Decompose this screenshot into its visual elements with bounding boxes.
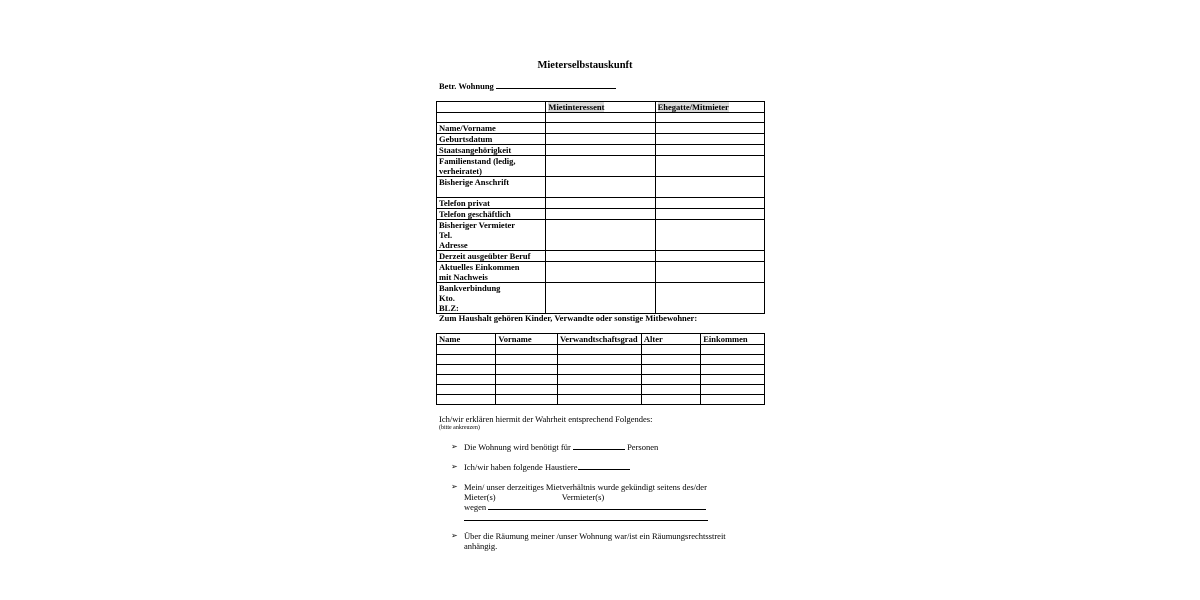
table-row bbox=[437, 385, 765, 395]
row-label-nationality: Staatsangehörigkeit bbox=[437, 145, 546, 156]
household-section-title: Zum Haushalt gehören Kinder, Verwandte oder sonstige Mitbewohner: bbox=[439, 313, 698, 323]
cell-spouse[interactable] bbox=[655, 123, 764, 134]
reason-blank[interactable] bbox=[488, 509, 706, 510]
table-row bbox=[437, 345, 765, 355]
arrow-bullet-icon: ➢ bbox=[451, 531, 458, 540]
row-label-bank: Bankverbindung Kto. BLZ: bbox=[437, 283, 546, 314]
row-label-phone-business: Telefon geschäftlich bbox=[437, 209, 546, 220]
row-label-name: Name/Vorname bbox=[437, 123, 546, 134]
cell-applicant[interactable] bbox=[546, 123, 655, 134]
arrow-bullet-icon: ➢ bbox=[451, 482, 458, 491]
header-spouse: Ehegatte/Mitmieter bbox=[657, 102, 729, 112]
col-firstname: Vorname bbox=[496, 334, 558, 345]
applicant-table bbox=[436, 101, 765, 314]
header-applicant: Mietinteressent bbox=[548, 102, 605, 112]
col-relationship: Verwandtschaftsgrad bbox=[557, 334, 641, 345]
table-row bbox=[437, 395, 765, 405]
apartment-label: Betr. Wohnung bbox=[439, 81, 494, 91]
page-title: Mieterselbstauskunft bbox=[537, 60, 633, 71]
row-label-occupation: Derzeit ausgeübter Beruf bbox=[437, 251, 546, 262]
header-empty bbox=[437, 102, 546, 113]
col-income: Einkommen bbox=[701, 334, 765, 345]
declaration-text: Ich/wir erklären hiermit der Wahrheit entsprechend Folgendes: bbox=[439, 414, 653, 424]
col-age: Alter bbox=[641, 334, 700, 345]
document-page: Mieterselbstauskunft Betr. Wohnung Mietinteressent Ehegatte/Mitmieter Name/Vorname Geburtsdatum Staatsangehörigkeit Familienstand (ledig, verheiratet) Bisherige Anschrift Telefon privat Telefon geschäftlich Bisheriger Vermieter Tel. Adresse Derzeit ausgeübter Beruf Aktuelles Einkommen mit Nachweis Bankverbindung Kto. BLZ: Zum Haushalt gehören Kinder, Verwandte oder sonstige Mitbewohner: Name Vorname Verwandtschaftsgrad Alter Einkommen Ich/wir erklären hiermit der Wahrheit entsprechend Folgendes: (bitte ankreuzen) ➢ Die Wohnung wird benötigt für Personen ➢ Ich/wir haben folgende Haustiere ➢ Mein/ unser derzeitiges Mietverhältnis wurde gekündigt seitens des/der Mieter(s) Vermieter(s) wegen ➢ Über die Räumung meiner /unser Wohnung war/ist ein Räumungsrechtsstreit anhängig. bbox=[0, 0, 1200, 600]
row-label-previous-landlord: Bisheriger Vermieter Tel. Adresse bbox=[437, 220, 546, 251]
row-label-phone-private: Telefon privat bbox=[437, 198, 546, 209]
household-table bbox=[436, 333, 765, 405]
row-label-birthdate: Geburtsdatum bbox=[437, 134, 546, 145]
declaration-note: (bitte ankreuzen) bbox=[439, 425, 480, 431]
persons-blank[interactable] bbox=[573, 449, 625, 450]
table-row bbox=[437, 355, 765, 365]
row-label-marital-status: Familienstand (ledig, verheiratet) bbox=[437, 156, 546, 177]
col-name: Name bbox=[437, 334, 496, 345]
pets-blank[interactable] bbox=[578, 469, 630, 470]
apartment-blank[interactable] bbox=[496, 88, 616, 89]
table-row bbox=[437, 365, 765, 375]
arrow-bullet-icon: ➢ bbox=[451, 462, 458, 471]
row-label-previous-address: Bisherige Anschrift bbox=[437, 177, 546, 198]
reason-blank-2[interactable] bbox=[464, 512, 708, 521]
row-label-income: Aktuelles Einkommen mit Nachweis bbox=[437, 262, 546, 283]
table-row bbox=[437, 375, 765, 385]
arrow-bullet-icon: ➢ bbox=[451, 442, 458, 451]
apartment-reference bbox=[439, 81, 616, 91]
